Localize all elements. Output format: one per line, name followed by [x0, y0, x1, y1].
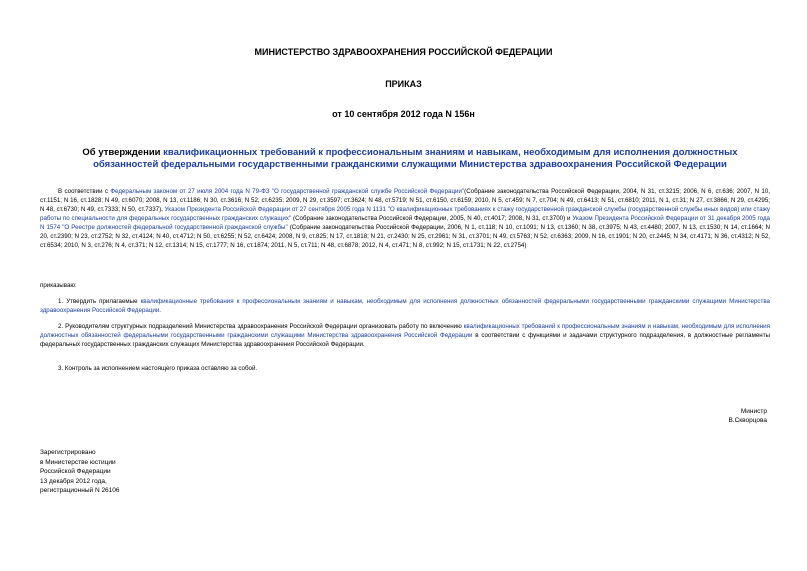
registration-line-3: Российской Федерации [40, 468, 111, 475]
item-2-text-2: в соответствии с функциями и задачами структурного подразделения, в должностные регламенты федеральных государственных гражданских служащих Министерства здравоохранения Российской Федерации. [40, 332, 770, 348]
item-3-paragraph: 3. Контроль за исполнением настоящего приказа оставляю за собой. [58, 365, 258, 372]
document-title [70, 147, 750, 171]
item-1-requirements-link[interactable]: квалификационные требования к профессиональным знаниям и навыкам, необходимым для исполнения должностных обязанностей федеральными государственными гражданскими служащими Министерства здравоохранения Российской Федерации [40, 298, 770, 314]
order-word: приказываю: [40, 282, 77, 289]
decree-1574-link[interactable]: Указом Президента Российской Федерации от 31 декабря 2005 года N 1574 "О Реестре должностей федеральной государственной гражданской службы" [40, 215, 770, 231]
decree-1131-link[interactable]: Указом Президента Российской Федерации от 27 сентября 2005 года N 1131 "О квалификационных требованиях к стажу государственной гражданской службы (государственной службы иных видов) или стажу работы по специальности для федеральных государственных гражданских служащих" [40, 206, 770, 222]
preamble-text-4: (Собрание законодательства Российской Федерации, 2006, N 1, ст.118; N 10, ст.1091; N 13, ст.1360; N 38, ст.3975; N 43, ст.4480; 2007, N 13, ст.1530; N 14, ст.1664; N 20, ст.2390; N 23, ст.2752; N 32, ст.4124; N 40, ст.4712; N 50, ст.6255; N 52, ст.6424; 2008, N 9, ст.825; N 17, ст.1818; N 21, ст.2430; N 25, ст.2961; N 31, ст.3701; N 49, ст.5763; N 52, ст.6363; 2009, N 16, ст.1901; N 20, ст.2445; N 34, ст.4171; N 36, ст.4312; N 52, ст.6534; 2010, N 3, ст.276; N 4, ст.371; N 12, ст.1314; N 15, ст.1777; N 16, ст.1874; 2011, N 5, ст.711; N 48, ст.6878; 2012, N 4, ст.471; N 8, ст.992; N 15, ст.1731; N 22, ст.2754) [40, 224, 770, 249]
item-1-paragraph [40, 297, 770, 315]
preamble-paragraph [40, 187, 770, 250]
registration-line-1: Зарегистрировано [40, 449, 96, 456]
federal-law-link[interactable]: Федеральным законом от 27 июля 2004 года N 79-ФЗ "О государственной гражданской службе Российской Федерации" [110, 188, 465, 195]
signature-position: Министр [740, 408, 767, 415]
title-link[interactable]: квалификационных требований к профессиональным знаниям и навыкам, необходимым для исполнения должностных обязанностей федеральными государственными гражданскими служащими Министерства здравоохранения Российской Федерации [93, 147, 738, 170]
title-prefix: Об утверждении [82, 147, 164, 158]
registration-line-4: 13 декабря 2012 года, [40, 477, 107, 485]
signature-name: В.Скворцова [728, 417, 767, 424]
date-number-heading: от 10 сентября 2012 года N 156н [332, 109, 475, 119]
registration-line-5: регистрационный N 26106 [40, 487, 120, 494]
preamble-text-1: В соответствии с [58, 188, 111, 195]
preamble-text-3: (Собрание законодательства Российской Федерации, 2005, N 40, ст.4017; 2008, N 31, ст.3700) и [291, 215, 573, 222]
item-2-text-1: 2. Руководителям структурных подразделений Министерства здравоохранения Российской Федерации организовать работу по включению [58, 323, 464, 330]
item-2-requirements-link[interactable]: квалификационных требований к профессиональным знаниям и навыкам, необходимым для исполнения должностных обязанностей федеральными государственными гражданскими служащими Министерства здравоохранения Российской Федерации [40, 323, 770, 339]
registration-block [40, 448, 120, 496]
signature-block [728, 407, 767, 425]
item-1-text-1: 1. Утвердить прилагаемые [58, 298, 141, 305]
item-1-text-2: . [159, 307, 162, 314]
ministry-heading: МИНИСТЕРСТВО ЗДРАВООХРАНЕНИЯ РОССИЙСКОЙ ФЕДЕРАЦИИ [254, 47, 553, 57]
preamble-text-2: (Собрание законодательства Российской Федерации, 2004, N 31, ст.3215; 2006, N 6, ст.636; 2007, N 10, ст.1151; N 16, ст.1828; N 49, ст.6070; 2008, N 13, ст.1186; N 30, ст.3616; N 52, ст.6235; 2009, N 29, ст.3597; ст.3624; N 48, ст.5719; N 51, ст.6150, ст.6159; 2010, N 5, ст.459; N 7, ст.704; N 49, ст.6413; N 51, ст.6810; 2011, N 1, ст.31; N 27, ст.3866; N 29, ст.4295; N 48, ст.6730; N 49, ст.7333; N 50, ст.7337), [40, 188, 771, 213]
item-2-paragraph [40, 322, 770, 349]
doc-type-heading: ПРИКАЗ [385, 79, 422, 89]
registration-line-2: в Министерстве юстиции [40, 458, 116, 466]
